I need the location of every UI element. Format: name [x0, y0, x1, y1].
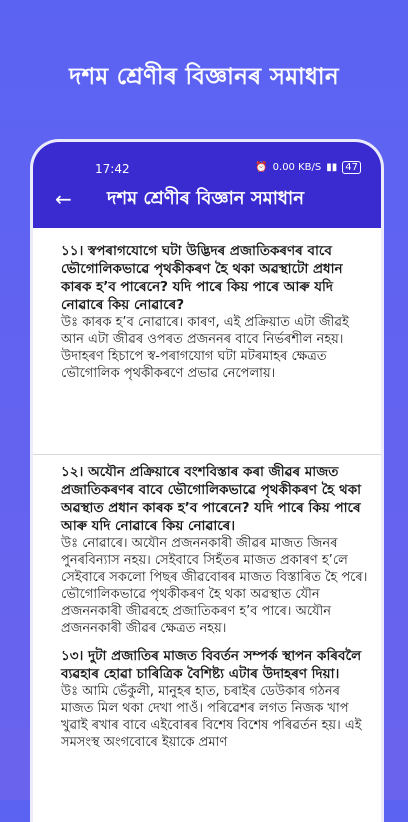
divider	[33, 454, 381, 455]
status-icons	[255, 161, 361, 174]
answer-text: উঃ কাৰক হ’ব নোৱাৰে। কাৰণ, এই প্ৰক্ৰিয়াত এটা জীৱই আন এটা জীৱৰ ওপৰত প্ৰজননৰ বাবে নিৰ্ভৰশীল নহয়। উদাহৰণ হিচাপে স্ব-পৰাগযোগ ঘটা মটৰমাহৰ ক্ষেত্ৰত ভৌগোলিক পৃথকীকৰণে প্ৰভাৱ নেপেলায়।	[61, 315, 349, 381]
back-arrow-icon[interactable]: ←	[55, 187, 72, 211]
alarm-icon: ⏰	[255, 162, 268, 173]
app-bar	[33, 170, 381, 228]
qa-item	[61, 463, 371, 637]
status-time: 17:42	[95, 162, 130, 176]
banner-title: দশম শ্ৰেণীৰ বিজ্ঞানৰ সমাধান	[69, 64, 339, 90]
battery-icon	[342, 161, 361, 174]
question-text: ১১। স্বপৰাগযোগে ঘটা উদ্ভিদৰ প্ৰজাতিকৰণৰ বাবে ভৌগোলিকভাৱে পৃথকীকৰণ হৈ থকা অৱস্থাটো প্ৰধান কাৰক হ’ব পাৰেনে? যদি পাৰে কিয় পাৰে আৰু যদি নোৱাৰে কিয় নোৱাৰে?	[61, 243, 343, 313]
qa-item	[61, 242, 371, 382]
qa-item	[61, 647, 371, 751]
content-list[interactable]	[33, 228, 381, 751]
signal-icon: ▮▮	[326, 162, 338, 173]
answer-text: উঃ আমি ভেঁকুলী, মানুহৰ হাত, চৰাইৰ ডেউকাৰ গঠনৰ মাজত মিল থকা দেখা পাওঁ। পৰিৱেশৰ লগত নিজক খাপ খুৱাই ৰখাৰ বাবে এইবোৰৰ বিশেষ বিশেষ পৰিৱৰ্তন হয়। এই সমসংস্থ অংগবোৰে ইয়াকে প্ৰমাণ	[61, 684, 362, 750]
app-title: দশম শ্ৰেণীৰ বিজ্ঞান সমাধান	[107, 187, 304, 209]
question-text: ১৩। দুটা প্ৰজাতিৰ মাজত বিবৰ্তন সম্পৰ্ক স্থাপন কৰিবলৈ ব্যৱহাৰ হোৱা চাৰিত্ৰিক বৈশিষ্ট্য এটাৰ উদাহৰণ দিয়া।	[61, 648, 362, 682]
answer-text: উঃ নোৱাৰে। অযৌন প্ৰজননকাৰী জীৱৰ মাজত জিনৰ পুনৰবিন্যাস নহয়। সেইবাবে সিহঁতৰ মাজত প্ৰকাৰণ হ’লে সেইবাৰে সকলো পিছৰ জীৱবোৰৰ মাজত বিস্তাৰিত হৈ পৰে। ভৌগোলিকভাৱে পৃথকীকৰণ হৈ থকা অৱস্থাত যৌন প্ৰজননকাৰী জীৱৰহে প্ৰজাতিকৰণ হ’ব পাৰে। অযৌন প্ৰজননকাৰী জীৱৰ ক্ষেত্ৰত নহয়।	[61, 536, 368, 636]
question-text: ১২। অযৌন প্ৰক্ৰিয়াৰে বংশবিস্তাৰ কৰা জীৱৰ মাজত প্ৰজাতিকৰণৰ বাবে ভৌগোলিকভাৱে পৃথকীকৰণ হৈ থকা অৱস্থাত প্ৰধান কাৰক হ’ব পাৰেনে? যদি পাৰে কিয় পাৰে আৰু যদি নোৱাৰে কিয় নোৱাৰে।	[61, 464, 362, 534]
battery-level: 47	[345, 162, 358, 173]
phone-frame	[33, 142, 381, 822]
data-speed: 0.00 KB/S	[272, 162, 322, 173]
status-bar	[33, 142, 381, 176]
